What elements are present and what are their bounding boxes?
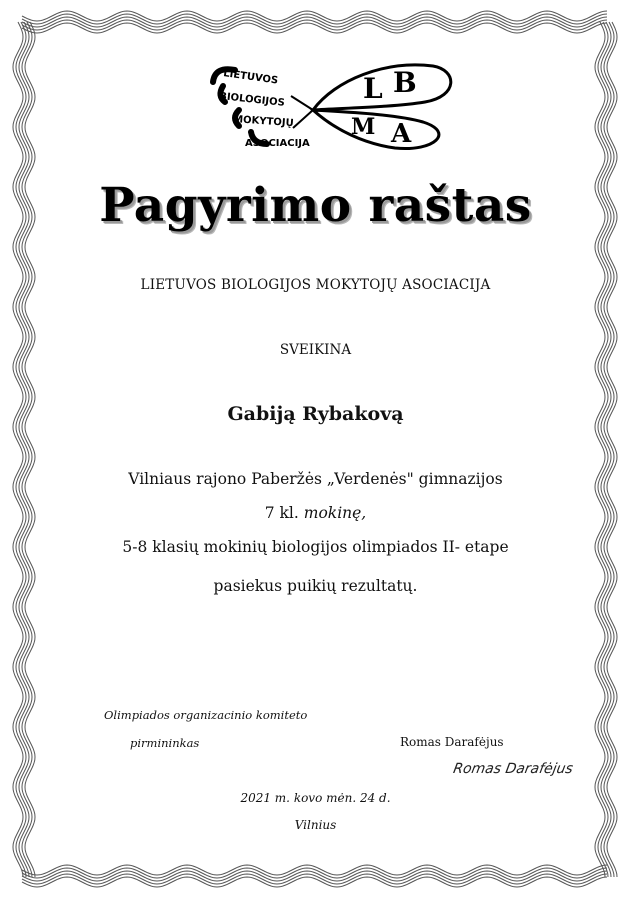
grade-text: 7 kl.: [264, 504, 299, 522]
logo-line-1: LIETUVOS: [222, 68, 279, 87]
logo-line-2: BIOLOGIJOS: [218, 91, 286, 109]
border-wave-line: [595, 22, 605, 877]
issue-city: Vilnius: [294, 818, 337, 832]
recipient-name: Gabiją Rybakovą: [227, 403, 404, 425]
result-line: pasiekus puikių rezultatų.: [213, 577, 418, 595]
association-logo: [195, 52, 465, 154]
border-wave-line: [22, 23, 607, 33]
greets-label: SVEIKINA: [279, 342, 352, 358]
handwritten-signature: [452, 754, 602, 780]
grade-line: [0, 504, 631, 522]
committee-label: Olimpiados organizacinio komiteto: [104, 708, 308, 722]
chair-label: pirmininkas: [130, 736, 200, 750]
svg-text:A: A: [391, 119, 412, 149]
svg-text:M: M: [351, 114, 376, 140]
logo-line-3: MOKYTOJŲ: [232, 114, 295, 130]
certificate-title: Pagyrimo raštas: [99, 178, 532, 233]
border-wave-line: [22, 877, 607, 887]
signer-name: Romas Darafėjus: [400, 735, 504, 749]
border-wave-line: [13, 22, 23, 877]
svg-text:L: L: [363, 72, 383, 105]
issue-date: 2021 m. kovo mėn. 24 d.: [240, 791, 391, 805]
olympiad-line: 5-8 klasių mokinių biologijos olimpiados II- etape: [122, 538, 509, 556]
school-line: Vilniaus rajono Paberžės „Verdenės" gimnazijos: [128, 470, 503, 488]
svg-text:Romas Darafėjus: Romas Darafėjus: [452, 761, 575, 777]
grade-role-text: mokinę,: [303, 504, 367, 522]
association-name: LIETUVOS BIOLOGIJOS MOKYTOJŲ ASOCIACIJA: [140, 277, 491, 293]
logo-line-4: ASOCIACIJA: [245, 138, 310, 149]
svg-text:B: B: [393, 66, 417, 99]
